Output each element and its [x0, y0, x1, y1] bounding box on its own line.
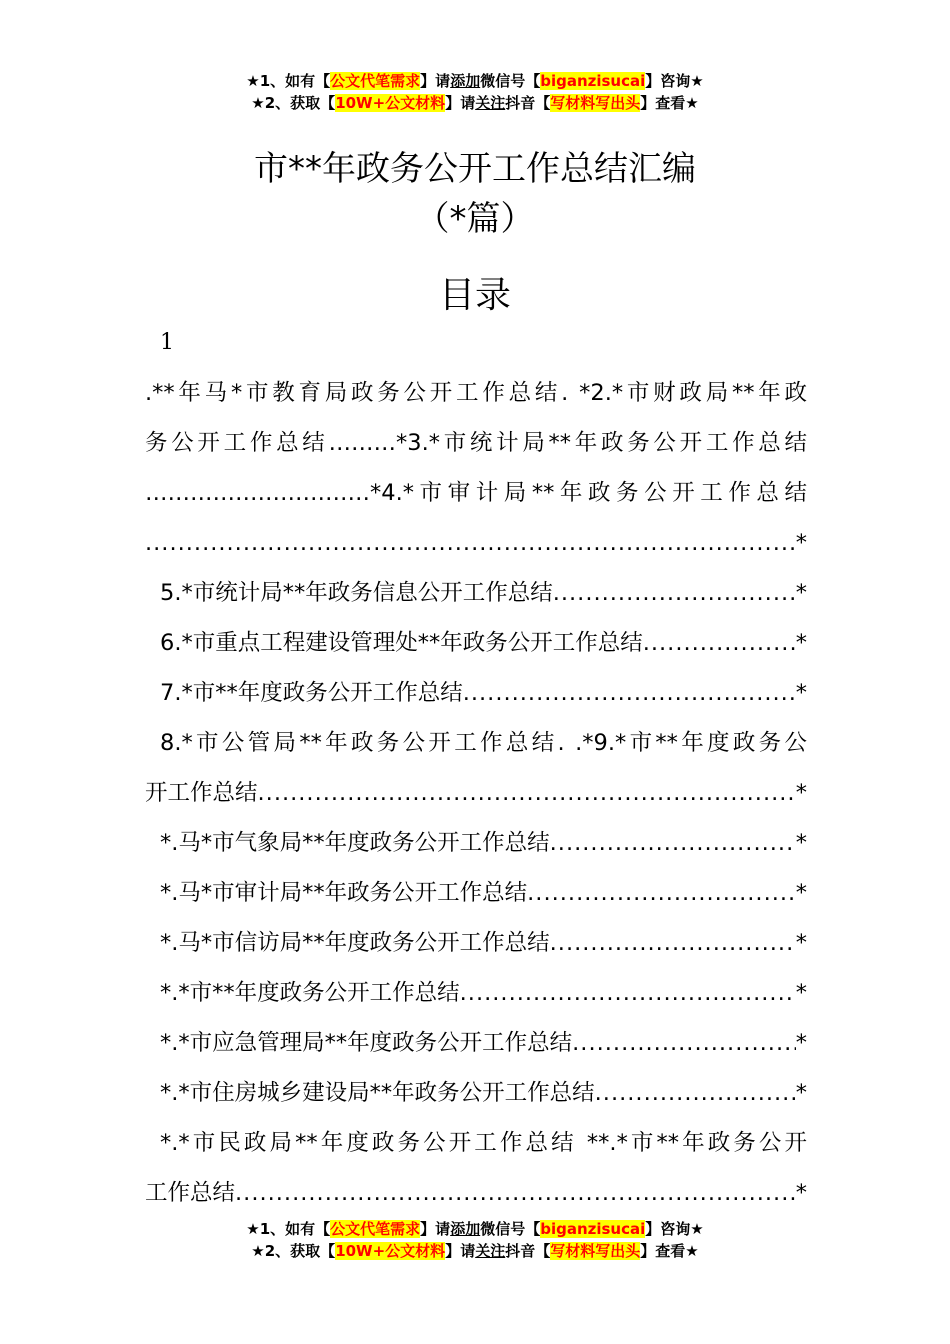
banner-highlight: 公文代笔需求: [330, 1220, 421, 1238]
banner-underline: 添加: [450, 72, 481, 90]
banner-text: 】请: [445, 94, 476, 112]
toc-text: *.马*市气象局**年度政务公开工作总结: [160, 830, 550, 856]
toc-line: [145, 968, 807, 1018]
toc-line: [145, 568, 807, 618]
banner-underline: 添加: [450, 1220, 481, 1238]
top-banner: [0, 70, 950, 114]
toc-line: [145, 668, 807, 718]
toc-text: *.*市住房城乡建设局**年政务公开工作总结: [160, 1080, 595, 1106]
banner-highlight: 10W+公文材料: [335, 1242, 446, 1260]
toc-line: [145, 818, 807, 868]
toc-line: [145, 468, 807, 518]
toc-leader: [595, 1068, 796, 1118]
toc-page-ref: *: [795, 580, 807, 606]
banner-text: 抖音【: [505, 1242, 551, 1260]
toc-leader: [463, 668, 796, 718]
toc-page-ref: *: [795, 530, 807, 556]
toc-leader: [550, 818, 796, 868]
toc-page-ref: *: [795, 980, 807, 1006]
banner-text: 微信号【: [480, 1220, 541, 1238]
document-title: 市**年政务公开工作总结汇编: [254, 149, 696, 189]
banner-line-2: [0, 92, 950, 114]
toc-leader: [553, 568, 796, 618]
toc-line: [145, 1018, 807, 1068]
toc-page-ref: *: [795, 780, 807, 806]
toc-text: 8.*市公管局**年政务公开工作总结. .*9.*市**年度政务公: [160, 730, 807, 756]
toc-leader: [235, 1168, 796, 1218]
banner-text: ★2、获取【: [251, 1242, 336, 1260]
toc-leader: [527, 868, 796, 918]
toc-page-ref: *: [795, 880, 807, 906]
banner-underline: 关注: [475, 1242, 506, 1260]
page-number: 1: [160, 330, 174, 355]
toc-page-ref: *: [795, 1080, 807, 1106]
toc-text: .**年马*市教育局政务公开工作总结. *2.*市财政局**年政: [145, 380, 807, 406]
toc-page-ref: *: [795, 630, 807, 656]
toc-leader: [643, 618, 796, 668]
toc-line: [145, 1068, 807, 1118]
banner-highlight: 写材料写出头: [550, 94, 641, 112]
toc-leader: [258, 768, 796, 818]
banner-text: 抖音【: [505, 94, 551, 112]
toc-text: 务公开工作总结………*3.*市统计局**年政务公开工作总结: [145, 430, 807, 456]
banner-highlight: biganzisucai: [540, 1220, 646, 1238]
toc-text: *.马*市信访局**年度政务公开工作总结: [160, 930, 550, 956]
toc-text: *.马*市审计局**年政务公开工作总结: [160, 880, 528, 906]
toc-leader: [460, 968, 796, 1018]
banner-text: 】咨询★: [645, 1220, 704, 1238]
toc-line: [145, 518, 807, 568]
toc-text: 工作总结: [145, 1180, 236, 1206]
banner-text: 】请: [420, 1220, 451, 1238]
toc-line: [145, 418, 807, 468]
toc-line: [145, 868, 807, 918]
banner-highlight: 公文代笔需求: [330, 72, 421, 90]
toc-text: …………………………*4.*市审计局**年政务公开工作总结: [145, 480, 807, 506]
toc-line: [145, 918, 807, 968]
toc-text: *.*市**年度政务公开工作总结: [160, 980, 460, 1006]
toc-page-ref: *: [795, 1180, 807, 1206]
toc-line: [145, 1168, 807, 1218]
toc-line: [145, 368, 807, 418]
toc-text: 5.*市统计局**年政务信息公开工作总结: [160, 580, 553, 606]
toc-line: [145, 718, 807, 768]
banner-line-1: [0, 70, 950, 92]
toc-page-ref: *: [795, 930, 807, 956]
banner-highlight: biganzisucai: [540, 72, 646, 90]
banner-line-2: [0, 1240, 950, 1262]
banner-text: 】查看★: [640, 94, 699, 112]
toc-text: 7.*市**年度政务公开工作总结: [160, 680, 463, 706]
banner-text: 】请: [445, 1242, 476, 1260]
toc-heading: 目录: [438, 275, 511, 316]
toc-text: *.*市应急管理局**年度政务公开工作总结: [160, 1030, 573, 1056]
banner-underline: 关注: [475, 94, 506, 112]
toc-text: 开工作总结: [145, 780, 258, 806]
bottom-banner: [0, 1218, 950, 1262]
banner-text: 微信号【: [480, 72, 541, 90]
toc-line: [145, 618, 807, 668]
banner-highlight: 10W+公文材料: [335, 94, 446, 112]
toc-line: [145, 1118, 807, 1168]
toc-leader: [145, 518, 796, 568]
toc-page-ref: *: [795, 680, 807, 706]
banner-text: ★2、获取【: [251, 94, 336, 112]
banner-highlight: 写材料写出头: [550, 1242, 641, 1260]
toc-page-ref: *: [795, 830, 807, 856]
banner-text: ★1、如有【: [246, 72, 331, 90]
toc-leader: [572, 1018, 796, 1068]
banner-text: ★1、如有【: [246, 1220, 331, 1238]
table-of-contents: [145, 368, 807, 1218]
banner-text: 】查看★: [640, 1242, 699, 1260]
toc-page-ref: *: [795, 1030, 807, 1056]
toc-text: *.*市民政局**年度政务公开工作总结 **.*市**年政务公开: [160, 1130, 807, 1156]
document-subtitle: （*篇）: [415, 199, 535, 239]
toc-text: 6.*市重点工程建设管理处**年政务公开工作总结: [160, 630, 643, 656]
toc-leader: [550, 918, 796, 968]
toc-line: [145, 768, 807, 818]
banner-text: 】咨询★: [645, 72, 704, 90]
banner-line-1: [0, 1218, 950, 1240]
banner-text: 】请: [420, 72, 451, 90]
